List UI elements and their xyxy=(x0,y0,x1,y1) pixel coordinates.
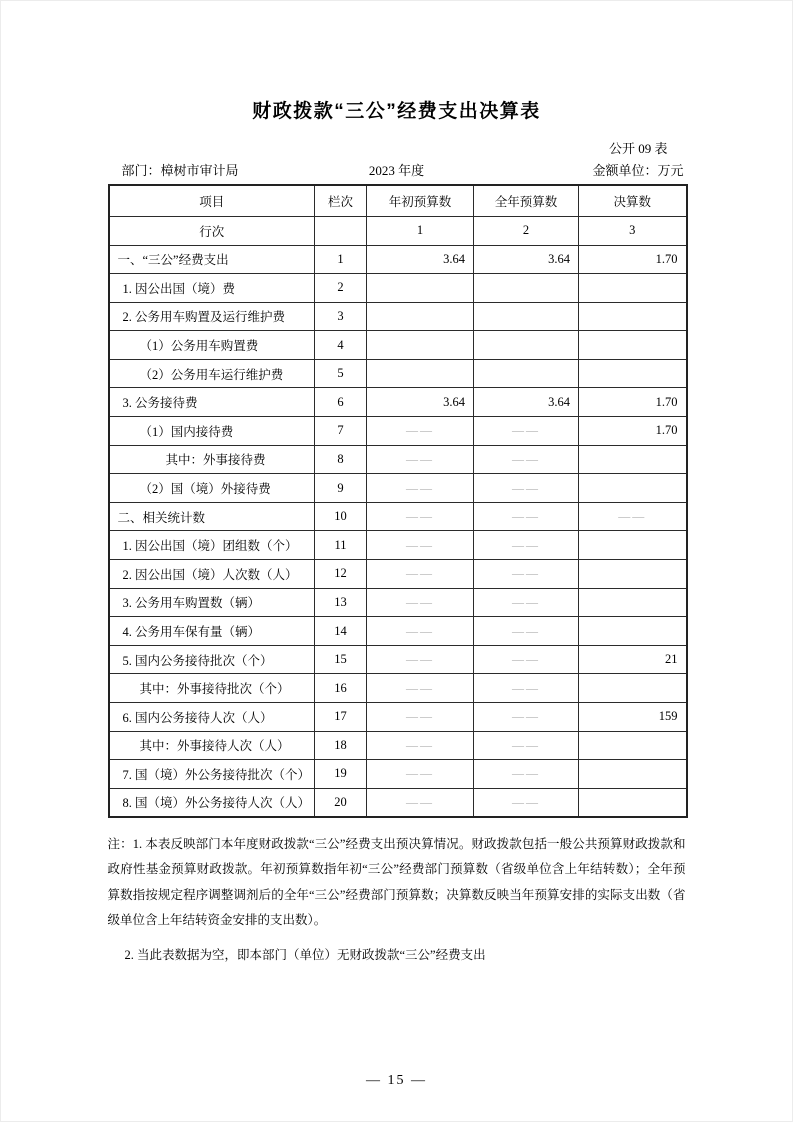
initial-budget-cell: —— xyxy=(367,560,474,589)
annual-budget-cell: —— xyxy=(474,474,579,503)
final-accounts-cell: 21 xyxy=(579,645,687,674)
final-accounts-cell xyxy=(579,531,687,560)
final-accounts-cell xyxy=(579,445,687,474)
initial-budget-cell: —— xyxy=(367,474,474,503)
annual-budget-cell: —— xyxy=(474,502,579,531)
item-cell: 6. 国内公务接待人次（人） xyxy=(109,703,315,732)
line-no-cell: 9 xyxy=(315,474,367,503)
initial-budget-cell: —— xyxy=(367,588,474,617)
item-cell: 2. 因公出国（境）人次数（人） xyxy=(109,560,315,589)
item-cell: 其中：外事接待费 xyxy=(109,445,315,474)
meta-row xyxy=(108,161,686,181)
initial-budget-cell: —— xyxy=(367,645,474,674)
final-accounts-cell xyxy=(579,588,687,617)
annual-budget-cell: —— xyxy=(474,617,579,646)
table-row xyxy=(109,331,687,360)
subheader-col-3: 3 xyxy=(579,216,687,245)
line-no-cell: 11 xyxy=(315,531,367,560)
table-body xyxy=(109,245,687,817)
item-cell: 4. 公务用车保有量（辆） xyxy=(109,617,315,646)
item-cell: 1. 因公出国（境）费 xyxy=(109,274,315,303)
final-accounts-cell xyxy=(579,302,687,331)
item-cell: 二、相关统计数 xyxy=(109,502,315,531)
initial-budget-cell: —— xyxy=(367,731,474,760)
item-cell: 其中：外事接待批次（个） xyxy=(109,674,315,703)
annual-budget-cell: 3.64 xyxy=(474,245,579,274)
table-row xyxy=(109,560,687,589)
fiscal-year-label: 2023 年度 xyxy=(368,163,425,178)
annual-budget-cell: —— xyxy=(474,674,579,703)
item-cell: 8. 国（境）外公务接待人次（人） xyxy=(109,788,315,817)
initial-budget-cell: —— xyxy=(367,445,474,474)
line-no-cell: 4 xyxy=(315,331,367,360)
final-accounts-cell xyxy=(579,617,687,646)
table-row xyxy=(109,388,687,417)
final-accounts-cell: 159 xyxy=(579,703,687,732)
final-accounts-cell xyxy=(579,788,687,817)
item-cell: 3. 公务用车购置数（辆） xyxy=(109,588,315,617)
line-no-cell: 13 xyxy=(315,588,367,617)
table-row xyxy=(109,731,687,760)
annual-budget-cell: —— xyxy=(474,445,579,474)
table-row xyxy=(109,245,687,274)
page-content xyxy=(108,99,686,1089)
final-accounts-cell xyxy=(579,674,687,703)
final-accounts-cell xyxy=(579,731,687,760)
amount-unit-label: 金额单位：万元 xyxy=(592,163,684,178)
annual-budget-cell xyxy=(474,359,579,388)
annual-budget-cell: —— xyxy=(474,760,579,789)
initial-budget-cell: 3.64 xyxy=(367,388,474,417)
department-label: 部门：樟树市审计局 xyxy=(121,163,239,178)
annual-budget-cell: —— xyxy=(474,531,579,560)
line-no-cell: 7 xyxy=(315,417,367,446)
table-row xyxy=(109,474,687,503)
final-accounts-cell xyxy=(579,760,687,789)
table-subheader-row xyxy=(109,216,687,245)
column-header-initial-budget: 年初预算数 xyxy=(367,185,474,216)
initial-budget-cell: 3.64 xyxy=(367,245,474,274)
initial-budget-cell: —— xyxy=(367,502,474,531)
table-row xyxy=(109,445,687,474)
final-accounts-cell xyxy=(579,274,687,303)
table-row xyxy=(109,531,687,560)
line-no-cell: 5 xyxy=(315,359,367,388)
annual-budget-cell: —— xyxy=(474,703,579,732)
table-row xyxy=(109,645,687,674)
final-accounts-cell xyxy=(579,359,687,388)
initial-budget-cell: —— xyxy=(367,703,474,732)
annual-budget-cell xyxy=(474,274,579,303)
initial-budget-cell: —— xyxy=(367,788,474,817)
item-cell: （2）公务用车运行维护费 xyxy=(109,359,315,388)
column-header-final-accounts: 决算数 xyxy=(579,185,687,216)
page-number: — 15 — xyxy=(366,1072,427,1088)
annual-budget-cell xyxy=(474,331,579,360)
annual-budget-cell: 3.64 xyxy=(474,388,579,417)
line-no-cell: 16 xyxy=(315,674,367,703)
line-no-cell: 19 xyxy=(315,760,367,789)
initial-budget-cell: —— xyxy=(367,674,474,703)
item-cell: （1）国内接待费 xyxy=(109,417,315,446)
line-no-cell: 12 xyxy=(315,560,367,589)
table-row xyxy=(109,760,687,789)
table-header-row xyxy=(109,185,687,216)
annual-budget-cell: —— xyxy=(474,645,579,674)
line-no-cell: 6 xyxy=(315,388,367,417)
expenditure-table xyxy=(108,184,688,818)
table-row xyxy=(109,674,687,703)
annual-budget-cell: —— xyxy=(474,560,579,589)
table-row xyxy=(109,703,687,732)
line-no-cell: 18 xyxy=(315,731,367,760)
annual-budget-cell: —— xyxy=(474,588,579,617)
final-accounts-cell xyxy=(579,560,687,589)
initial-budget-cell xyxy=(367,302,474,331)
table-row xyxy=(109,617,687,646)
final-accounts-cell: —— xyxy=(579,502,687,531)
initial-budget-cell xyxy=(367,331,474,360)
page-title: 财政拨款“三公”经费支出决算表 xyxy=(252,101,541,122)
line-no-cell: 8 xyxy=(315,445,367,474)
line-no-cell: 3 xyxy=(315,302,367,331)
line-no-cell: 17 xyxy=(315,703,367,732)
form-code-label: 公开 09 表 xyxy=(608,141,668,156)
table-row xyxy=(109,788,687,817)
subheader-row-label: 行次 xyxy=(109,216,315,245)
final-accounts-cell: 1.70 xyxy=(579,417,687,446)
final-accounts-cell: 1.70 xyxy=(579,245,687,274)
footnote-1: 注：1. 本表反映部门本年度财政拨款“三公”经费支出预决算情况。财政拨款包括一般公共预算财政拨款和政府性基金预算财政拨款。年初预算数指年初“三公”经费部门预算数（省级单位含上年结转数）；全年预算数指按规定程序调整调剂后的全年“三公”经费部门预算数；决算数反映当年预算安排的实际支出数（省级单位含上年结转资金安排的支出数）。 xyxy=(107,836,686,928)
table-row xyxy=(109,502,687,531)
line-no-cell: 15 xyxy=(315,645,367,674)
item-cell: （2）国（境）外接待费 xyxy=(109,474,315,503)
line-no-cell: 2 xyxy=(315,274,367,303)
initial-budget-cell xyxy=(367,359,474,388)
item-cell: 3. 公务接待费 xyxy=(109,388,315,417)
initial-budget-cell: —— xyxy=(367,417,474,446)
column-header-item: 项目 xyxy=(109,185,315,216)
table-row xyxy=(109,417,687,446)
subheader-col-2: 2 xyxy=(474,216,579,245)
item-cell: 其中：外事接待人次（人） xyxy=(109,731,315,760)
footnote-2: 2. 当此表数据为空，即本部门（单位）无财政拨款“三公”经费支出 xyxy=(124,947,486,962)
table-row xyxy=(109,302,687,331)
column-header-line-no: 栏次 xyxy=(315,185,367,216)
annual-budget-cell: —— xyxy=(474,788,579,817)
line-no-cell: 20 xyxy=(315,788,367,817)
subheader-empty-cell xyxy=(315,216,367,245)
table-row xyxy=(109,588,687,617)
column-header-annual-budget: 全年预算数 xyxy=(474,185,579,216)
initial-budget-cell: —— xyxy=(367,760,474,789)
final-accounts-cell xyxy=(579,331,687,360)
initial-budget-cell xyxy=(367,274,474,303)
line-no-cell: 1 xyxy=(315,245,367,274)
item-cell: 7. 国（境）外公务接待批次（个） xyxy=(109,760,315,789)
item-cell: 5. 国内公务接待批次（个） xyxy=(109,645,315,674)
table-row xyxy=(109,359,687,388)
annual-budget-cell: —— xyxy=(474,417,579,446)
item-cell: 一、“三公”经费支出 xyxy=(109,245,315,274)
final-accounts-cell xyxy=(579,474,687,503)
annual-budget-cell: —— xyxy=(474,731,579,760)
item-cell: （1）公务用车购置费 xyxy=(109,331,315,360)
subheader-col-1: 1 xyxy=(367,216,474,245)
annual-budget-cell xyxy=(474,302,579,331)
initial-budget-cell: —— xyxy=(367,531,474,560)
item-cell: 1. 因公出国（境）团组数（个） xyxy=(109,531,315,560)
line-no-cell: 14 xyxy=(315,617,367,646)
final-accounts-cell: 1.70 xyxy=(579,388,687,417)
item-cell: 2. 公务用车购置及运行维护费 xyxy=(109,302,315,331)
initial-budget-cell: —— xyxy=(367,617,474,646)
line-no-cell: 10 xyxy=(315,502,367,531)
table-row xyxy=(109,274,687,303)
